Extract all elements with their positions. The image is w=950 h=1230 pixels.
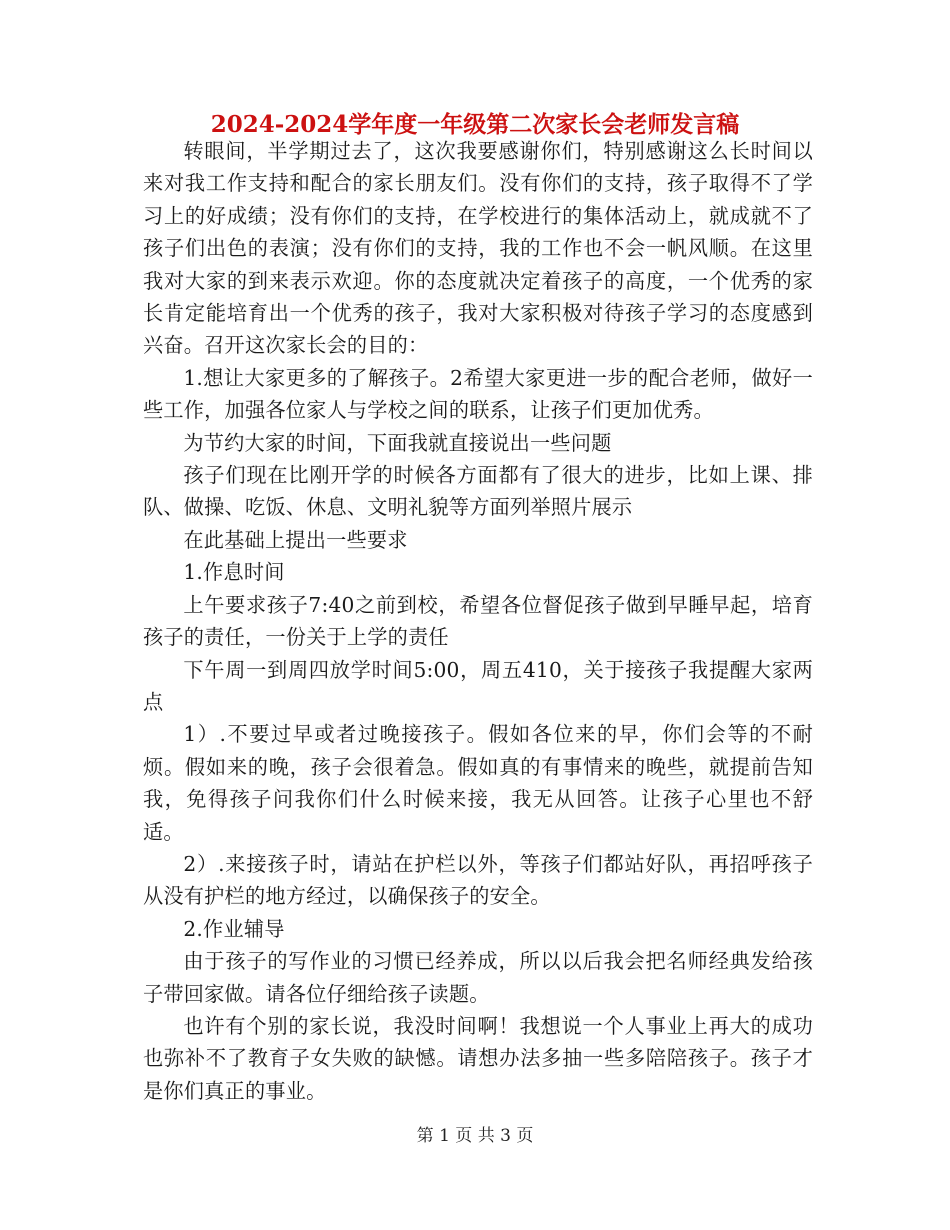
paragraph: 也许有个别的家长说，我没时间啊！我想说一个人事业上再大的成功也弥补不了教育子女失败的缺憾。请想办法多抽一些多陪陪孩子。孩子才是你们真正的事业。 bbox=[143, 1013, 813, 1103]
paragraph: 上午要求孩子7:40之前到校，希望各位督促孩子做到早睡早起，培育孩子的责任，一份关于上学的责任 bbox=[143, 592, 813, 650]
paragraph: 转眼间，半学期过去了，这次我要感谢你们，特别感谢这么长时间以来对我工作支持和配合的家长朋友们。没有你们的支持，孩子取得不了学习上的好成绩；没有你们的支持，在学校进行的集体活动上，就成就不了孩子们出色的表演；没有你们的支持，我的工作也不会一帆风顺。在这里我对大家的到来表示欢迎。你的态度就决定着孩子的高度，一个优秀的家长肯定能培育出一个优秀的孩子，我对大家积极对待孩子学习的态度感到兴奋。召开这次家长会的目的： bbox=[143, 139, 813, 358]
paragraph: 为节约大家的时间，下面我就直接说出一些问题 bbox=[183, 430, 612, 455]
section-heading: 1.作息时间 bbox=[183, 560, 285, 585]
paragraph: 在此基础上提出一些要求 bbox=[183, 527, 408, 552]
paragraph: 1.想让大家更多的了解孩子。2希望大家更进一步的配合老师，做好一些工作，加强各位家人与学校之间的联系，让孩子们更加优秀。 bbox=[143, 365, 813, 423]
paragraph: 2）.来接孩子时，请站在护栏以外，等孩子们都站好队，再招呼孩子从没有护栏的地方经过，以确保孩子的安全。 bbox=[143, 851, 813, 909]
section-heading: 2.作业辅导 bbox=[183, 916, 285, 941]
document-body bbox=[143, 135, 813, 1107]
paragraph: 1）.不要过早或者过晚接孩子。假如各位来的早，你们会等的不耐烦。假如来的晚，孩子会很着急。假如真的有事情来的晚些，就提前告知我，免得孩子问我你们什么时候来接，我无从回答。让孩子心里也不舒适。 bbox=[143, 722, 813, 844]
paragraph: 由于孩子的写作业的习惯已经养成，所以以后我会把名师经典发给孩子带回家做。请各位仔细给孩子读题。 bbox=[143, 949, 813, 1006]
paragraph: 下午周一到周四放学时间5:00，周五410，关于接孩子我提醒大家两点 bbox=[143, 657, 813, 714]
page-number-footer: 第 1 页 共 3 页 bbox=[416, 1126, 534, 1146]
document-title: 2024-2024学年度一年级第二次家长会老师发言稿 bbox=[210, 111, 740, 138]
paragraph: 孩子们现在比刚开学的时候各方面都有了很大的进步，比如上课、排队、做操、吃饭、休息、文明礼貌等方面列举照片展示 bbox=[143, 463, 813, 520]
